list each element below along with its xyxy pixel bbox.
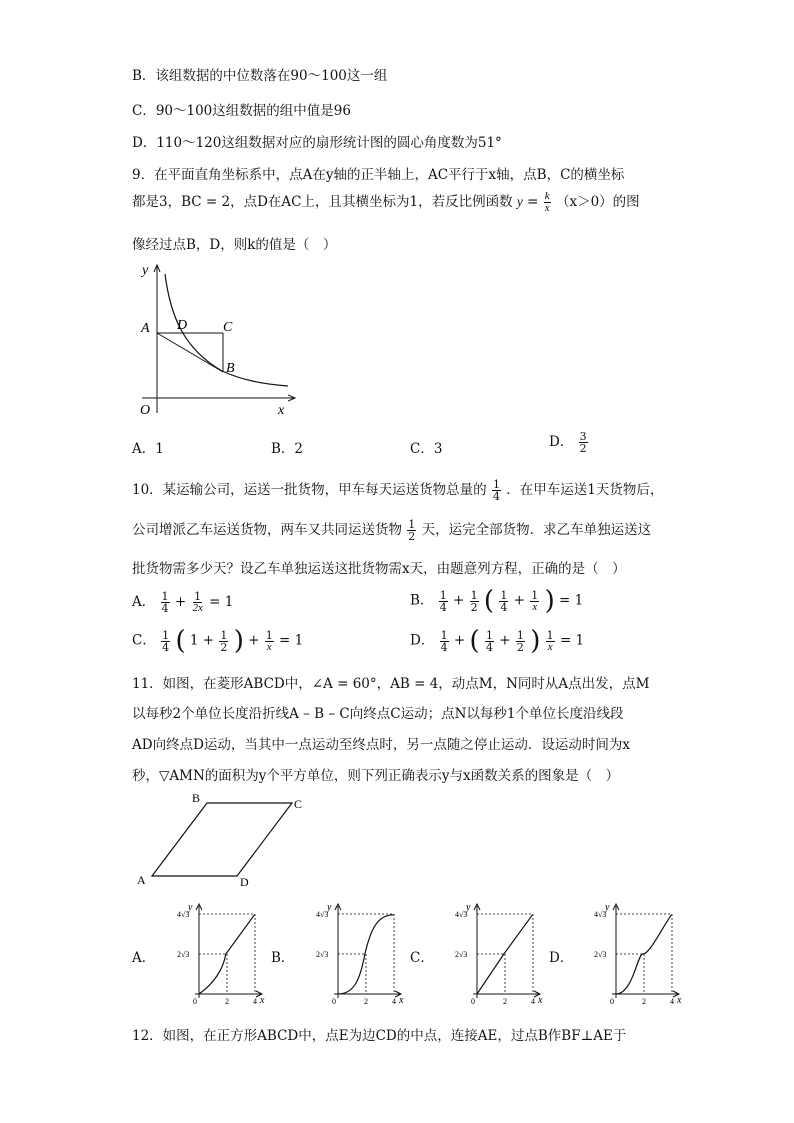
q9-option-c: C．3 bbox=[410, 441, 443, 457]
q10-b-frac1 bbox=[439, 590, 448, 613]
q10-c-frac1 bbox=[161, 630, 170, 653]
q10-b-frac1-den: 4 bbox=[439, 600, 447, 614]
graph-label-4root3: 4√3 bbox=[316, 910, 329, 919]
q10-b-frac3-den: 4 bbox=[500, 600, 508, 614]
q10-b-lparen: ( bbox=[483, 586, 495, 616]
q10-a-frac2-num: 1 bbox=[194, 590, 202, 603]
q10-b-frac2-num: 1 bbox=[470, 588, 478, 602]
q10-fraction-half-den: 2 bbox=[408, 530, 416, 543]
q10-d-frac3-den: 2 bbox=[516, 640, 524, 654]
q10-a-frac1-den: 4 bbox=[161, 602, 169, 615]
q10-a-frac1-num: 1 bbox=[161, 590, 169, 603]
q11-rhombus-figure bbox=[132, 790, 322, 890]
graph-label-4root3: 4√3 bbox=[594, 910, 607, 919]
q10-d-plus1: + bbox=[453, 632, 466, 649]
graph-label-y: y bbox=[466, 902, 471, 913]
q10-stem-line3: 批货物需多少天？设乙车单独运送这批货物需x天，由题意列方程，正确的是（ ） bbox=[132, 561, 626, 577]
graph-label-x: x bbox=[677, 995, 682, 1006]
q10-c-frac2-den: 2 bbox=[220, 640, 228, 654]
graph-label-4: 4 bbox=[670, 997, 674, 1006]
q11-option-a-label: A． bbox=[132, 950, 156, 966]
q10-d-lparen: ( bbox=[469, 626, 480, 656]
q10-stem-line2 bbox=[132, 518, 651, 542]
q10-a-frac2-den: 2x bbox=[192, 602, 203, 614]
q9-label-y: y bbox=[142, 263, 149, 278]
q10-b-frac4 bbox=[530, 590, 539, 613]
graph-label-x: x bbox=[399, 995, 404, 1006]
q8-option-d: D．110～120这组数据对应的扇形统计图的圆心角度数为51° bbox=[132, 135, 502, 151]
q9-label-o: O bbox=[140, 403, 151, 418]
q10-fraction-half-num: 1 bbox=[408, 518, 416, 531]
q9-stem-line2-b: （x＞0）的图 bbox=[555, 194, 640, 210]
q10-c-one: 1 bbox=[189, 632, 199, 649]
q9-label-x: x bbox=[278, 403, 285, 418]
graph-label-2root3: 2√3 bbox=[594, 950, 607, 959]
q10-d-frac3 bbox=[516, 630, 525, 653]
q10-c-plus1: + bbox=[202, 632, 215, 649]
graph-label-2: 2 bbox=[642, 997, 646, 1006]
q9-func-y: y bbox=[516, 194, 523, 209]
q11-graph-c bbox=[434, 900, 544, 1010]
graph-label-2: 2 bbox=[503, 997, 507, 1006]
graph-label-0: 0 bbox=[471, 997, 475, 1006]
graph-label-y: y bbox=[327, 902, 332, 913]
q10-a-eq: = 1 bbox=[209, 594, 234, 610]
q11-option-c bbox=[410, 900, 550, 1010]
q9-option-d-fraction bbox=[579, 431, 588, 454]
q10-d-frac2 bbox=[485, 630, 494, 653]
q10-option-b-label: B． bbox=[410, 592, 434, 609]
graph-label-4: 4 bbox=[253, 997, 257, 1006]
q10-d-rparen: ) bbox=[530, 626, 541, 656]
q10-a-frac2 bbox=[191, 591, 203, 614]
q10-fraction-quarter bbox=[492, 479, 501, 502]
graph-label-x: x bbox=[260, 995, 265, 1006]
q10-d-frac2-num: 1 bbox=[485, 628, 493, 642]
q10-option-a bbox=[132, 590, 233, 614]
q11-stem-line2: 以每秒2个单位长度沿折线A – B – C向终点C运动；点N以每秒1个单位长度沿线段 bbox=[132, 706, 624, 722]
q10-d-frac4 bbox=[546, 630, 555, 653]
q11-stem-line1: 11．如图，在菱形ABCD中，∠A = 60°，AB = 4，动点M，N同时从A点出发，点M bbox=[132, 676, 650, 692]
q11-stem-line3: AD向终点D运动，当其中一点运动至终点时，另一点随之停止运动．设运动时间为x bbox=[132, 737, 631, 753]
q10-d-frac4-num: 1 bbox=[546, 628, 554, 642]
q10-option-a-label: A． bbox=[132, 594, 156, 610]
q10-d-frac1-num: 1 bbox=[440, 628, 448, 642]
q9-stem-line2 bbox=[132, 190, 640, 214]
graph-label-0: 0 bbox=[332, 997, 336, 1006]
q9-func-den: x bbox=[544, 202, 550, 214]
q11-label-b: B bbox=[192, 791, 201, 805]
q11-stem-line4: 秒，▽AMN的面积为y个平方单位，则下列正确表示y与x函数关系的图象是（ ） bbox=[132, 768, 620, 784]
q10-c-rparen: ) bbox=[233, 626, 244, 656]
q9-segment-ab bbox=[157, 333, 223, 372]
q10-a-plus: + bbox=[174, 594, 187, 610]
q10-option-c bbox=[132, 628, 303, 654]
q8-option-c: C．90～100这组数据的组中值是96 bbox=[132, 103, 351, 119]
graph-label-2root3: 2√3 bbox=[177, 950, 190, 959]
q9-func-fraction bbox=[544, 191, 551, 214]
q9-option-d-label: D． bbox=[549, 434, 574, 450]
graph-label-4root3: 4√3 bbox=[455, 910, 468, 919]
q10-b-frac4-den: x bbox=[532, 600, 538, 613]
q10-b-frac1-num: 1 bbox=[439, 588, 447, 602]
q10-d-frac3-num: 1 bbox=[516, 628, 524, 642]
q10-d-frac2-den: 4 bbox=[485, 640, 493, 654]
q10-b-eq: = 1 bbox=[559, 592, 584, 609]
q11-option-d bbox=[549, 900, 689, 1010]
q10-option-b bbox=[410, 588, 583, 614]
q10-stem-line2-a: 公司增派乙车运送货物，两车又共同运送货物 bbox=[132, 522, 402, 538]
q10-b-frac4-num: 1 bbox=[531, 588, 539, 602]
q11-option-c-label: C． bbox=[410, 950, 434, 966]
q10-c-frac2 bbox=[219, 630, 228, 653]
q8-option-b: B．该组数据的中位数落在90～100这一组 bbox=[132, 68, 388, 84]
q9-stem-line2-a: 都是3，BC = 2，点D在AC上，且其横坐标为1，若反比例函数 bbox=[132, 194, 513, 210]
q10-stem-line2-b: 天，运完全部货物．求乙车单独运送这 bbox=[421, 522, 652, 538]
q11-option-d-label: D． bbox=[549, 950, 574, 966]
q10-b-frac3 bbox=[499, 590, 508, 613]
graph-label-0: 0 bbox=[193, 997, 197, 1006]
q11-rhombus bbox=[152, 803, 292, 876]
graph-label-2: 2 bbox=[225, 997, 229, 1006]
q10-b-rparen: ) bbox=[544, 586, 555, 616]
q11-graph-d bbox=[573, 900, 683, 1010]
q11-option-b-label: B． bbox=[271, 950, 295, 966]
q10-a-frac1 bbox=[161, 591, 170, 614]
q10-option-d bbox=[410, 628, 584, 654]
q10-c-frac3-den: x bbox=[266, 640, 272, 653]
graph-label-4: 4 bbox=[531, 997, 535, 1006]
q10-option-c-label: C． bbox=[132, 632, 156, 649]
q10-d-frac4-den: x bbox=[547, 640, 553, 653]
q10-d-frac1-den: 4 bbox=[440, 640, 448, 654]
graph-label-y: y bbox=[188, 902, 193, 913]
q11-graph-b bbox=[295, 900, 405, 1010]
q10-c-lparen: ( bbox=[175, 626, 186, 656]
q10-fraction-quarter-den: 4 bbox=[492, 490, 500, 503]
q9-option-d-num: 3 bbox=[579, 430, 587, 443]
q10-c-frac3-num: 1 bbox=[265, 628, 273, 642]
q9-label-a: A bbox=[141, 321, 150, 336]
q9-label-d: D bbox=[177, 318, 188, 333]
q10-b-plus1: + bbox=[453, 592, 465, 609]
graph-label-0: 0 bbox=[610, 997, 614, 1006]
q11-option-a bbox=[132, 900, 272, 1010]
q10-c-plus2: + bbox=[248, 632, 260, 649]
q9-stem-line1: 9．在平面直角坐标系中，点A在y轴的正半轴上，AC平行于x轴，点B，C的横坐标 bbox=[132, 167, 625, 183]
q10-stem-line1 bbox=[132, 478, 663, 502]
q10-c-frac3 bbox=[265, 630, 274, 653]
q9-option-a: A．1 bbox=[132, 441, 164, 457]
q9-func-eq: = bbox=[527, 194, 539, 210]
q9-option-d bbox=[549, 430, 589, 454]
q10-stem-line1-a: 10．某运输公司，运送一批货物，甲车每天运送货物总量的 bbox=[132, 482, 487, 498]
q10-c-eq: = 1 bbox=[279, 632, 304, 649]
q9-label-c: C bbox=[223, 320, 233, 335]
q10-d-plus2: + bbox=[499, 632, 511, 649]
graph-label-4root3: 4√3 bbox=[177, 910, 190, 919]
graph-label-2root3: 2√3 bbox=[455, 950, 468, 959]
q10-d-frac1 bbox=[440, 630, 449, 653]
graph-label-4: 4 bbox=[392, 997, 396, 1006]
graph-label-y: y bbox=[605, 902, 610, 913]
q10-b-frac3-num: 1 bbox=[500, 588, 508, 602]
q10-b-frac2 bbox=[470, 590, 479, 613]
q11-option-b bbox=[271, 900, 411, 1010]
q10-c-frac1-den: 4 bbox=[162, 640, 170, 654]
q11-label-d: D bbox=[240, 875, 249, 889]
q9-option-b: B．2 bbox=[271, 441, 304, 457]
graph-label-2root3: 2√3 bbox=[316, 950, 329, 959]
q9-figure bbox=[132, 258, 302, 423]
q10-c-frac2-num: 1 bbox=[220, 628, 228, 642]
q9-option-d-den: 2 bbox=[579, 442, 587, 455]
q11-graph-a bbox=[156, 900, 266, 1010]
q10-stem-line1-b: ．在甲车运送1天货物后， bbox=[506, 482, 664, 498]
q9-label-b: B bbox=[226, 361, 235, 376]
q12-stem-line1: 12．如图，在正方形ABCD中，点E为边CD的中点，连接AE，过点B作BF⊥AE于 bbox=[132, 1028, 627, 1044]
graph-label-2: 2 bbox=[364, 997, 368, 1006]
q10-c-frac1-num: 1 bbox=[162, 628, 170, 642]
q10-option-d-label: D． bbox=[410, 632, 435, 649]
q9-func-num: k bbox=[544, 190, 550, 202]
q11-label-a: A bbox=[137, 873, 146, 887]
q10-b-frac2-den: 2 bbox=[470, 600, 478, 614]
graph-label-x: x bbox=[538, 995, 543, 1006]
q10-fraction-half bbox=[407, 519, 416, 542]
q9-stem-line3: 像经过点B，D，则k的值是（ ） bbox=[132, 237, 337, 253]
q10-fraction-quarter-num: 1 bbox=[492, 478, 500, 491]
q10-d-eq: = 1 bbox=[559, 632, 585, 649]
q11-label-c: C bbox=[294, 797, 303, 811]
q10-b-plus2: + bbox=[513, 592, 525, 609]
